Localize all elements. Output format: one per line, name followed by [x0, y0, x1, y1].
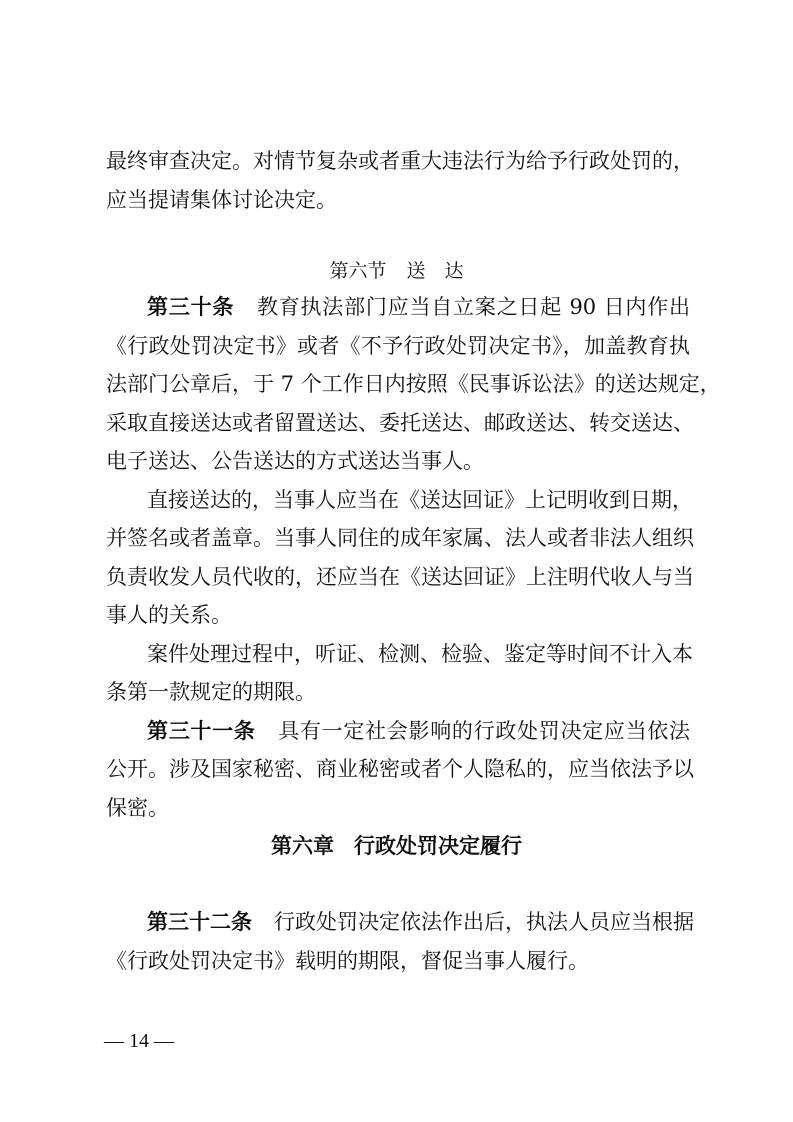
chapter-number: 第六章: [271, 834, 334, 858]
section-heading: [0, 254, 793, 288]
article-30-paragraph-2-line: 直接送达的，当事人应当在《送达回证》上记明收到日期，: [147, 488, 693, 512]
article-31-label: 第三十一条: [147, 719, 256, 743]
article-32-line: [147, 905, 694, 939]
article-32-line: 《行政处罚决定书》载明的期限，督促当事人履行。: [106, 949, 589, 973]
article-30-line: 法部门公章后，于 7 个工作日内按照《民事诉讼法》的送达规定，: [106, 372, 721, 396]
article-31-line: [147, 714, 690, 748]
article-30-paragraph-2-line: 事人的关系。: [106, 603, 232, 627]
article-32-label: 第三十二条: [147, 910, 252, 934]
paragraph-line: 最终审查决定。对情节复杂或者重大违法行为给予行政处罚的，: [106, 149, 694, 173]
chapter-heading: [0, 829, 793, 863]
article-31-line: 保密。: [106, 796, 169, 820]
page-number: — 14 —: [104, 1030, 174, 1052]
chapter-title: 行政处罚决定履行: [354, 834, 522, 858]
article-30-line: 采取直接送达或者留置送达、委托送达、邮政送达、转交送达、: [106, 411, 694, 435]
article-30-paragraph-2-line: 负责收发人员代收的，还应当在《送达回证》上注明代收人与当: [106, 565, 694, 589]
article-32-text: 行政处罚决定依法作出后，执法人员应当根据: [274, 910, 694, 934]
article-30-label: 第三十条: [147, 295, 235, 319]
article-31-text: 具有一定社会影响的行政处罚决定应当依法: [277, 719, 691, 743]
article-30-paragraph-3-line: 条第一款规定的期限。: [106, 680, 316, 704]
article-30-line: [147, 290, 690, 324]
section-number: 第六节: [329, 260, 387, 282]
paragraph-line: 应当提请集体讨论决定。: [106, 188, 337, 212]
article-30-paragraph-2-line: 并签名或者盖章。当事人同住的成年家属、法人或者非法人组织: [106, 526, 694, 550]
section-title: 送 达: [406, 260, 464, 282]
article-31-line: 公开。涉及国家秘密、商业秘密或者个人隐私的，应当依法予以: [106, 757, 694, 781]
article-30-paragraph-3-line: 案件处理过程中，听证、检测、检验、鉴定等时间不计入本: [147, 642, 693, 666]
article-30-text: 教育执法部门应当自立案之日起 90 日内作出: [256, 295, 690, 319]
article-30-line: 《行政处罚决定书》或者《不予行政处罚决定书》，加盖教育执: [106, 334, 690, 358]
article-30-line: 电子送达、公告送达的方式送达当事人。: [106, 449, 484, 473]
